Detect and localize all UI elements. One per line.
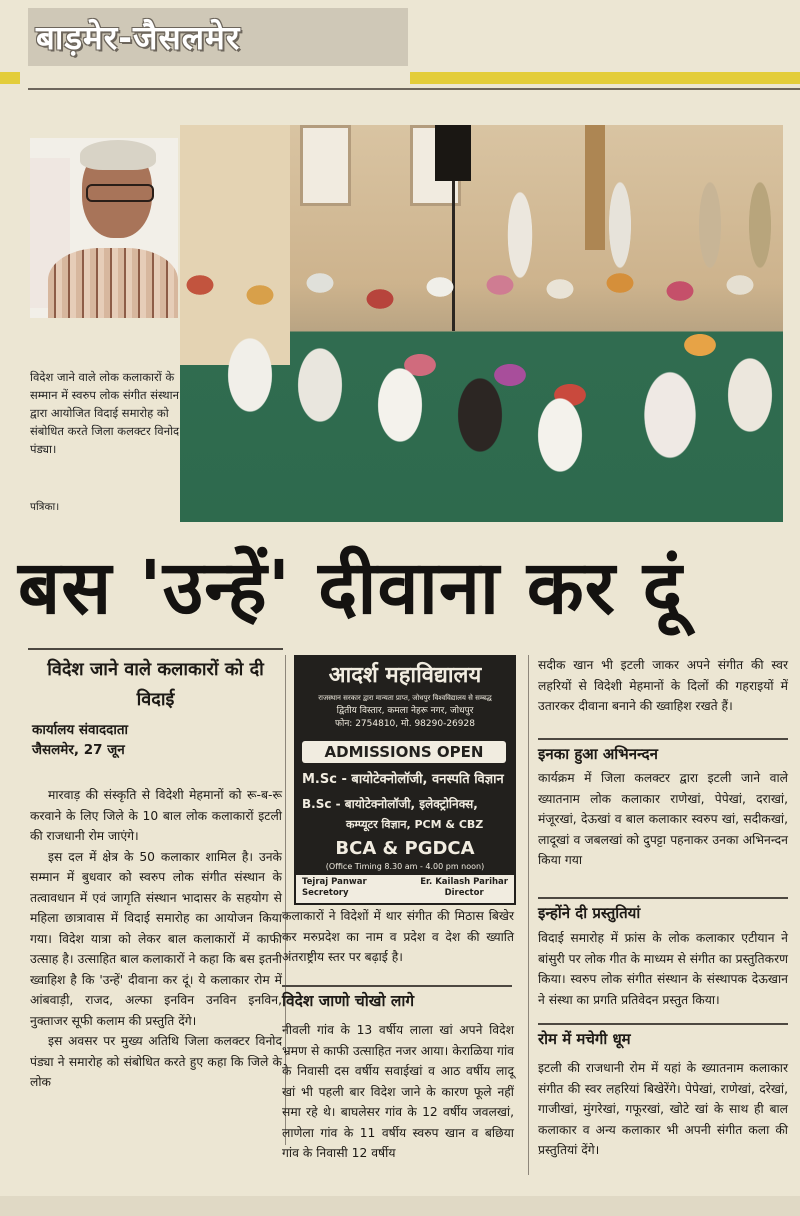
ad-address [300, 705, 510, 731]
story-column-right-3 [538, 1058, 788, 1161]
ad-footer [296, 875, 514, 903]
event-photo [180, 125, 783, 522]
byline-dateline: जैसलमेर, 27 जून [32, 742, 125, 758]
photo-credit: पत्रिका। [30, 501, 60, 513]
right-heading-1: इनका हुआ अभिनन्दन [538, 738, 788, 766]
ad-admissions-open: ADMISSIONS OPEN [302, 741, 506, 763]
mid-heading: विदेश जाणो चोखो लागे [282, 985, 512, 1013]
ad-bca: BCA & PGDCA [335, 838, 475, 859]
story-column-right-2 [538, 928, 788, 1010]
column-divider [528, 655, 529, 1175]
ad-bsc-cont: कम्प्यूटर विज्ञान, PCM & CBZ [346, 818, 484, 831]
story-paragraph: इस दल में क्षेत्र के 50 कलाकार शामिल है। उनके सम्मान में बुधवार को स्वरुप लोक संगीत संस्थान के तत्वावधान में एवं जागृति संस्थान भादासर के सहयोग से महिला छात्रावास में विदाई समारोह का आयोजन किया गया। विदेश यात्रा को लेकर बाल कलाकारों में काफी उत्साह है। उत्साहित बाल कलाकारों ने कहा कि बस इतनी ख्वाहिश है कि 'उन्हें' दीवाना कर दूं। ये कलाकार रोम में आंबवाड़ी, राजद, अल्फा इनविन उनविन इनविन, नुक्ताजर सूफी कलाम की प्रस्तुति देंगे। [30, 849, 282, 1028]
story-paragraph: इटली की राजधानी रोम में यहां के ख्यातनाम कलाकार संगीत की स्वर लहरियां बिखेरेंगे। पेपेखां, राणेखां, दरेखां, गाजीखां, मुंगरेखां, गफूरखां, खोटे खां के साथ ही बाल कलाकार व अन्य कलाकार भी अपनी संगीत कला की प्रस्तुतियां देंगे। [538, 1061, 788, 1157]
ad-name-2: Er. Kailash Parihar [420, 877, 508, 887]
section-title: बाड़मेर-जैसलमेर [36, 18, 241, 57]
page-bottom-edge [0, 1196, 800, 1216]
story-column-right-1 [538, 768, 788, 871]
header-thin-rule [28, 88, 800, 90]
story-column-left [30, 785, 282, 1093]
byline [32, 720, 282, 760]
story-paragraph: कार्यक्रम में जिला कलक्टर द्वारा इटली जाने वाले ख्यातनाम लोक कलाकार राणेखां, पेपेखां, दराखां, मंजूरखां, देऊखां व बाल कलाकार स्वरुप खां, सदीकखां, लादूखां व जबलखां को दुपट्टा पहनाकर उनका अभिनन्दन किया गया [538, 771, 788, 867]
ad-tagline: राजस्थान सरकार द्वारा मान्यता प्राप्त, जोधपुर विश्वविद्यालय से सम्बद्ध [318, 694, 492, 702]
divider [28, 648, 283, 650]
ad-bsc: B.Sc - बायोटेक्नोलॉजी, इलेक्ट्रोनिक्स, [302, 797, 478, 811]
story-column-middle-2 [282, 1020, 514, 1164]
ad-name-1: Tejraj Panwar [302, 877, 367, 887]
ad-role-1: Secretory [302, 888, 349, 898]
story-paragraph: इस अवसर पर मुख्य अतिथि जिला कलक्टर विनोद पंड्या ने समारोह को संबोधित करते हुए कहा कि जिले के लोक [30, 1034, 282, 1089]
photo-caption: विदेश जाने वाले लोक कलाकारों के सम्मान में स्वरुप लोक संगीत संस्थान द्वारा आयोजित विदाई समारोह को संबोधित करते जिला कलक्टर विनोद पंड्या। [30, 370, 180, 456]
byline-author: कार्यालय संवाददाता [32, 722, 129, 738]
story-paragraph: मारवाड़ की संस्कृति से विदेशी मेहमानों को रू-ब-रू करवाने के लिए जिले के 10 बाल लोक कलाकारों इटली की राजधानी रोम जाएंगे। [30, 788, 282, 843]
right-heading-2: इन्होंने दी प्रस्तुतियां [538, 897, 788, 925]
story-paragraph: कलाकारों ने विदेशों में थार संगीत की मिठास बिखेर कर मरुप्रदेश का नाम व प्रदेश व देश की ख्याति अंतराष्ट्रीय स्तर पर बढ़ाई है। [282, 909, 514, 964]
ad-address-line: द्वितीय विस्तार, कमला नेहरू नगर, जोधपुर [336, 706, 474, 716]
header-rule-gap [20, 72, 410, 84]
ad-phone: फोन: 2754810, मो. 98290-26928 [335, 719, 475, 729]
ad-signatory-1 [302, 877, 367, 899]
speaker-icon [435, 125, 471, 181]
story-paragraph: सदीक खान भी इटली जाकर अपने संगीत की स्वर लहरियों से विदेशी मेहमानों के दिलों की गहराइयों में उतारकर दीवाना बनाने की ख्वाहिश रखते हैं। [538, 658, 788, 713]
ad-signatory-2 [420, 877, 508, 899]
story-paragraph: नीवली गांव के 13 वर्षीय लाला खां अपने विदेश भ्रमण से काफी उत्साहित नजर आया। केराळिया गांव के निवासी दस वर्षीय सवाईखां व आठ वर्षीय लादू खां भी पहली बार विदेश जाने के कारण फूले नहीं समा रहे थे। बाघलेसर गांव के 12 वर्षीय जवलखां, लाणेला गांव के 11 वर्षीय स्वरुप खान व बछिया गांव के निवासी 12 वर्षीय [282, 1023, 514, 1160]
story-column-middle [282, 906, 514, 968]
ad-role-2: Director [444, 888, 484, 898]
headline: बस 'उन्हें' दीवाना कर दूं [18, 545, 684, 631]
story-paragraph: विदाई समारोह में फ्रांस के लोक कलाकार एटीयान ने बांसुरी पर लोक गीत के माध्यम से संगीत का प्रस्तुतिकरण किया। स्वरुप लोक संगीत संस्थान के संस्थापक देऊखान ने संस्था का प्रगति प्रतिवेदन प्रस्तुत किया। [538, 931, 788, 1007]
right-heading-3: रोम में मचेगी धूम [538, 1023, 788, 1051]
ad-timing: (Office Timing 8.30 am - 4.00 pm noon) [325, 862, 485, 871]
story-subhead: विदेश जाने वाले कलाकारों को दी विदाई [47, 659, 264, 710]
collector-portrait [30, 138, 178, 318]
ad-title: आदर्श महाविद्यालय [328, 663, 482, 688]
college-advertisement [294, 655, 516, 905]
ad-msc: M.Sc - बायोटेक्नोलॉजी, वनस्पति विज्ञान [302, 772, 504, 787]
story-column-right [538, 655, 788, 717]
